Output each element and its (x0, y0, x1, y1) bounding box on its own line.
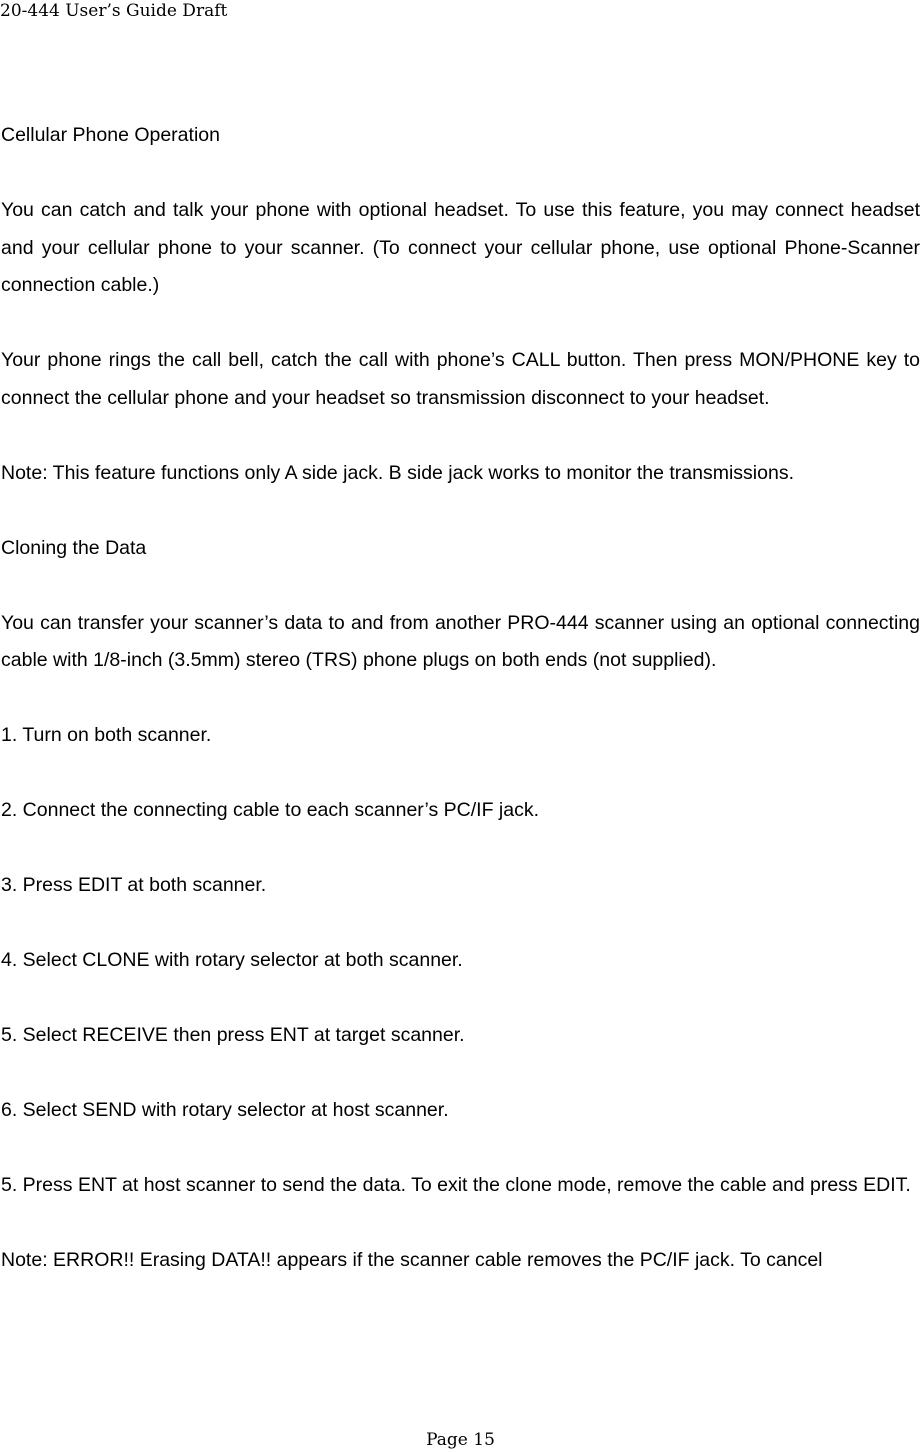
step-item: 3. Press EDIT at both scanner. (1, 874, 267, 896)
paragraph-cloning-intro: You can transfer your scanner’s data to and from another PRO-444 scanner using an optional connecting cable with 1/8-inch (3.5mm) stereo (TRS) phone plugs on both ends (not supplied). (1, 611, 920, 671)
paragraph-cellular-intro: You can catch and talk your phone with optional headset. To use this feature, you may connect headset and your cellular phone to your scanner. (To connect your cellular phone, use optional Phone-Scanner connection cable.) (1, 199, 920, 296)
step-item: 5. Press ENT at host scanner to send the data. To exit the clone mode, remove the cable and press EDIT. (1, 1174, 911, 1196)
document-body (1, 117, 920, 1280)
section-heading-cellular: Cellular Phone Operation (1, 124, 220, 146)
step-item: 4. Select CLONE with rotary selector at both scanner. (1, 949, 463, 971)
step-item: 6. Select SEND with rotary selector at host scanner. (1, 1099, 449, 1121)
section-heading-cloning: Cloning the Data (1, 536, 147, 559)
note-cloning: Note: ERROR!! Erasing DATA!! appears if the scanner cable removes the PC/IF jack. To cancel (1, 1249, 823, 1271)
step-item: 5. Select RECEIVE then press ENT at target scanner. (1, 1024, 465, 1046)
step-item: 2. Connect the connecting cable to each scanner’s PC/IF jack. (1, 799, 540, 821)
page-header: 20-444 User’s Guide Draft (0, 1, 228, 21)
note-cellular: Note: This feature functions only A side jack. B side jack works to monitor the transmissions. (1, 461, 794, 484)
step-item: 1. Turn on both scanner. (1, 724, 212, 746)
paragraph-cellular-steps: Your phone rings the call bell, catch the call with phone’s CALL button. Then press MON/PHONE key to connect the cellular phone and your headset so transmission disconnect to your headset. (1, 349, 920, 409)
page-number: Page 15 (426, 1430, 495, 1450)
